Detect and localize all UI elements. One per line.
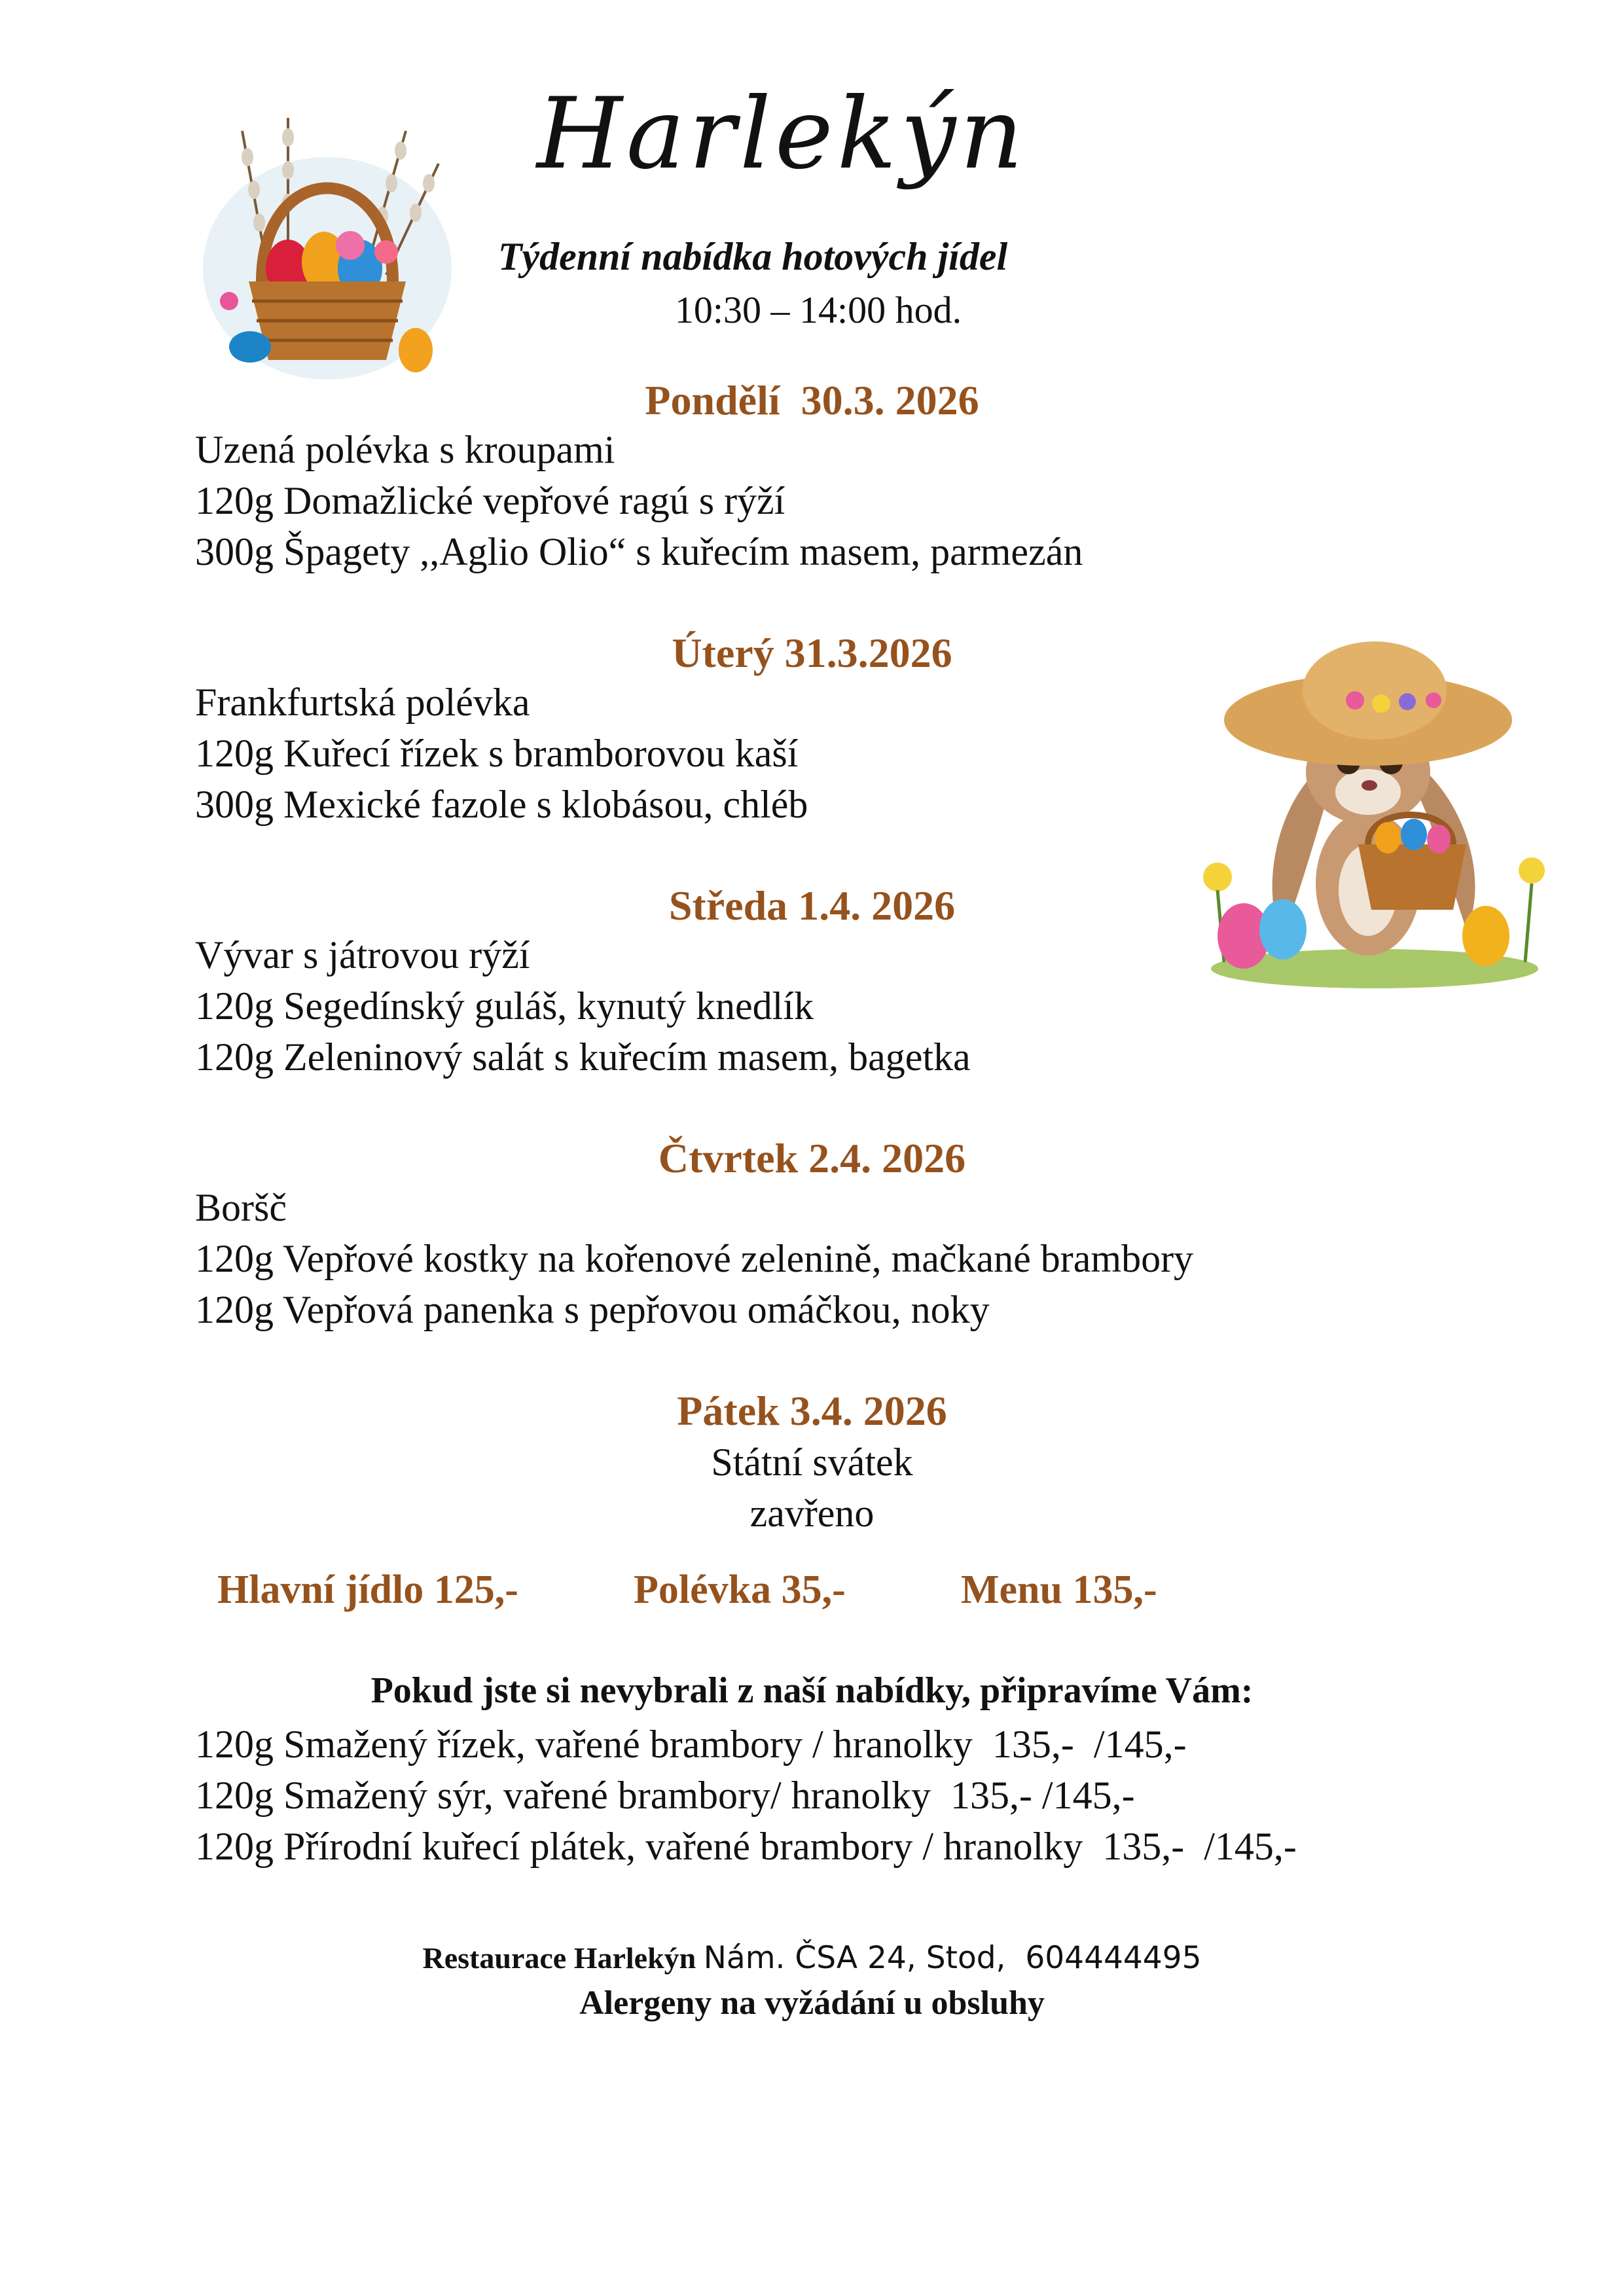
list-item: Vývar s játrovou rýží — [195, 933, 530, 977]
day-heading-wednesday: Středa 1.4. 2026 — [668, 882, 956, 929]
dish-list-thursday — [195, 1182, 1439, 1335]
opening-hours: 10:30 – 14:00 hod. — [674, 289, 962, 331]
page-title: Harlekýn — [537, 77, 1027, 191]
dish-list-wednesday — [195, 929, 1439, 1083]
list-item: 120g Segedínský guláš, kynutý knedlík — [195, 984, 814, 1028]
list-item: 120g Domažlické vepřové ragú s rýží — [195, 479, 785, 522]
list-item: Boršč — [195, 1186, 287, 1229]
list-item: 120g Přírodní kuřecí plátek, vařené brambory / hranolky 135,- /145,- — [195, 1825, 1297, 1868]
extra-offer-heading: Pokud jste si nevybrali z naší nabídky, připravíme Vám: — [370, 1670, 1254, 1711]
list-item: Frankfurtská polévka — [195, 681, 530, 724]
holiday-note: Státní svátek — [711, 1441, 913, 1484]
list-item: 120g Kuřecí řízek s bramborovou kaší — [195, 732, 799, 775]
dish-list-tuesday — [195, 677, 1439, 830]
list-item: 120g Smažený sýr, vařené brambory/ hranolky 135,- /145,- — [195, 1774, 1135, 1817]
list-item: 120g Vepřové kostky na kořenové zelenině, mačkané brambory — [195, 1237, 1194, 1280]
price-soup: Polévka 35,- — [634, 1568, 846, 1612]
day-heading-monday: Pondělí 30.3. 2026 — [645, 377, 979, 423]
list-item: 120g Zeleninový salát s kuřecím masem, bagetka — [195, 1035, 971, 1079]
restaurant-name: Restaurace Harlekýn — [422, 1941, 696, 1975]
restaurant-address: Nám. ČSA 24, Stod, 604444495 — [703, 1940, 1202, 1976]
price-main-dish: Hlavní jídlo 125,- — [217, 1568, 518, 1612]
allergens-note: Alergeny na vyžádání u obsluhy — [579, 1984, 1045, 2022]
extra-offer-list — [195, 1719, 1439, 1872]
list-item: 120g Smažený řízek, vařené brambory / hranolky 135,- /145,- — [195, 1723, 1187, 1766]
list-item: 300g Špagety ,,Aglio Olio“ s kuřecím masem, parmezán — [195, 530, 1083, 573]
day-heading-friday: Pátek 3.4. 2026 — [677, 1388, 947, 1434]
footer-contact — [0, 1940, 1624, 1976]
price-menu: Menu 135,- — [961, 1568, 1157, 1612]
day-heading-thursday: Čtvrtek 2.4. 2026 — [658, 1135, 966, 1181]
list-item: 300g Mexické fazole s klobásou, chléb — [195, 783, 808, 826]
page-subtitle: Týdenní nabídka hotových jídel — [497, 235, 1008, 278]
closed-note: zavřeno — [749, 1492, 875, 1535]
dish-list-monday — [195, 424, 1439, 577]
day-heading-tuesday: Úterý 31.3.2026 — [672, 630, 952, 676]
list-item: Uzená polévka s kroupami — [195, 428, 615, 471]
list-item: 120g Vepřová panenka s pepřovou omáčkou, noky — [195, 1288, 990, 1331]
